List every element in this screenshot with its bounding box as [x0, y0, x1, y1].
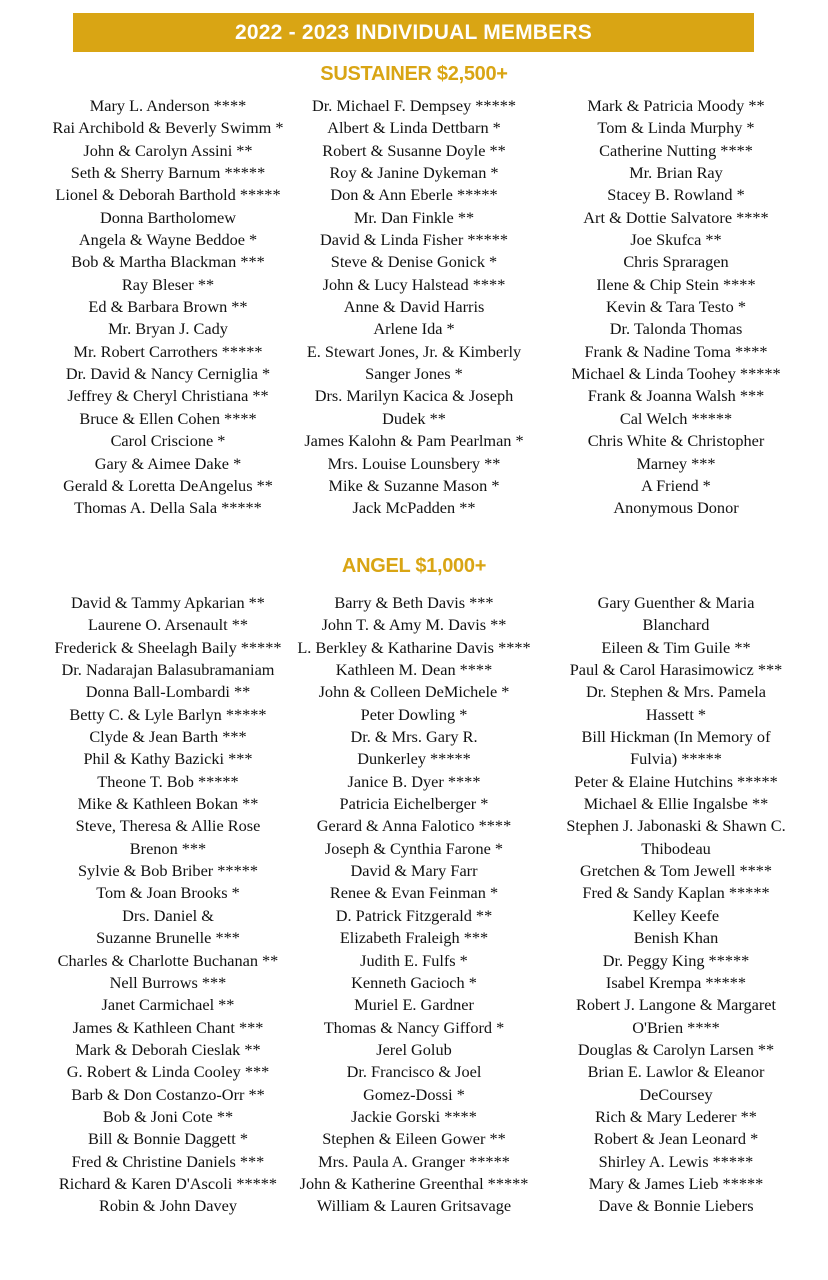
member-name: Dr. David & Nancy Cerniglia *: [65, 364, 271, 384]
member-name: Clyde & Jean Barth ***: [89, 727, 247, 747]
member-name: Lionel & Deborah Barthold *****: [55, 185, 281, 205]
member-name: Frank & Nadine Toma ****: [584, 341, 768, 361]
member-name: Arlene Ida *: [373, 319, 455, 339]
member-name: Dr. Nadarajan Balasubramaniam: [61, 660, 275, 680]
member-name: John & Lucy Halstead ****: [322, 274, 506, 294]
member-name: John T. & Amy M. Davis **: [321, 615, 507, 635]
member-name: Mary L. Anderson ****: [89, 96, 247, 115]
member-name: Ray Bleser **: [121, 274, 215, 294]
member-name: Joe Skufca **: [630, 230, 722, 250]
member-name: Mr. Dan Finkle **: [353, 207, 475, 227]
member-name: Cal Welch *****: [619, 408, 733, 428]
member-name: Brenon ***: [129, 838, 207, 858]
member-name: Mr. Brian Ray: [629, 163, 723, 183]
member-name: Isabel Krempa *****: [605, 972, 747, 992]
member-name: Stephen J. Jabonaski & Shawn C.: [566, 816, 786, 836]
member-name: Ed & Barbara Brown **: [88, 297, 248, 317]
member-name: Drs. Daniel &: [122, 905, 214, 925]
member-name: Mike & Kathleen Bokan **: [77, 794, 259, 814]
member-name: David & Linda Fisher *****: [319, 230, 509, 250]
member-name: James Kalohn & Pam Pearlman *: [304, 431, 524, 451]
member-name: Albert & Linda Dettbarn *: [327, 118, 501, 138]
member-name: Chris White & Christopher: [587, 431, 765, 451]
member-name: Steve, Theresa & Allie Rose: [75, 816, 261, 836]
member-name: Robert J. Langone & Margaret: [576, 995, 776, 1015]
member-name: Carol Criscione *: [110, 431, 226, 451]
member-name: Robert & Susanne Doyle **: [322, 140, 506, 160]
member-name: Mary & James Lieb *****: [588, 1173, 764, 1193]
header-banner: [73, 13, 754, 52]
member-name: Dr. Francisco & Joel: [346, 1062, 482, 1082]
member-name: Fred & Christine Daniels ***: [71, 1151, 265, 1171]
member-name: Donna Ball-Lombardi **: [85, 682, 251, 702]
member-name: Rich & Mary Lederer **: [595, 1106, 757, 1126]
member-name: Mr. Bryan J. Cady: [108, 319, 228, 339]
member-name: Catherine Nutting ****: [599, 140, 753, 160]
member-name: Suzanne Brunelle ***: [96, 928, 240, 948]
member-name: A Friend *: [641, 475, 711, 495]
member-name: Bruce & Ellen Cohen ****: [79, 408, 257, 428]
member-name: Angela & Wayne Beddoe *: [78, 230, 258, 250]
member-name: Gretchen & Tom Jewell ****: [579, 861, 773, 881]
member-name: Peter & Elaine Hutchins *****: [574, 771, 778, 791]
member-name: D. Patrick Fitzgerald **: [335, 905, 493, 925]
member-name: William & Lauren Gritsavage: [316, 1196, 512, 1216]
member-name: L. Berkley & Katharine Davis ****: [297, 637, 531, 657]
member-name: Gerard & Anna Falotico ****: [316, 816, 512, 836]
member-name: Tom & Linda Murphy *: [597, 118, 755, 138]
member-name: Charles & Charlotte Buchanan **: [57, 950, 279, 970]
member-name: Hassett *: [645, 704, 707, 724]
member-name: Bill & Bonnie Daggett *: [87, 1129, 249, 1149]
member-name: Gary & Aimee Dake *: [94, 453, 242, 473]
member-name: Dr. Peggy King *****: [602, 950, 750, 970]
member-name: Thomas & Nancy Gifford *: [323, 1017, 505, 1037]
member-name: Jeffrey & Cheryl Christiana **: [67, 386, 269, 406]
member-name: Jackie Gorski ****: [351, 1106, 477, 1126]
member-name: Judith E. Fulfs *: [360, 950, 468, 970]
member-name: Stephen & Eileen Gower **: [322, 1129, 506, 1149]
member-name: Elizabeth Fraleigh ***: [339, 928, 489, 948]
member-name: Thomas A. Della Sala *****: [74, 498, 262, 518]
member-name: Anonymous Donor: [613, 498, 739, 518]
member-name: Dudek **: [382, 408, 446, 428]
member-name: Janice B. Dyer ****: [347, 771, 481, 791]
member-name: Michael & Ellie Ingalsbe **: [583, 794, 769, 814]
member-name: Dr. & Mrs. Gary R.: [350, 727, 478, 747]
member-name: John & Katherine Greenthal *****: [299, 1173, 529, 1193]
member-name: Muriel E. Gardner: [354, 995, 474, 1015]
member-name: Bob & Joni Cote **: [102, 1106, 234, 1126]
member-name: Fred & Sandy Kaplan *****: [582, 883, 770, 903]
member-name: Frank & Joanna Walsh ***: [587, 386, 765, 406]
member-name: Shirley A. Lewis *****: [598, 1151, 754, 1171]
sustainer-section-title: SUSTAINER $2,500+: [320, 63, 508, 85]
member-name: Robin & John Davey: [99, 1196, 237, 1216]
sustainer-column-1: [30, 95, 306, 520]
member-name: Barry & Beth Davis ***: [334, 593, 494, 612]
member-name: Fulvia) *****: [630, 749, 722, 769]
member-name: James & Kathleen Chant ***: [72, 1017, 264, 1037]
member-name: Mark & Deborah Cieslak **: [75, 1039, 261, 1059]
member-name: Steve & Denise Gonick *: [330, 252, 498, 272]
member-name: Bob & Martha Blackman ***: [71, 252, 265, 272]
member-name: Mark & Patricia Moody **: [587, 96, 765, 115]
member-name: Rai Archibold & Beverly Swimm *: [52, 118, 284, 138]
member-name: Thibodeau: [641, 838, 711, 858]
member-name: Chris Spraragen: [623, 252, 729, 272]
member-name: Phil & Kathy Bazicki ***: [83, 749, 253, 769]
member-name: Dave & Bonnie Liebers: [598, 1196, 754, 1216]
angel-column-2: [283, 592, 545, 1218]
member-name: Stacey B. Rowland *: [607, 185, 745, 205]
member-name: Nell Burrows ***: [109, 972, 227, 992]
member-name: Marney ***: [636, 453, 716, 473]
member-name: Kathleen M. Dean ****: [335, 660, 493, 680]
member-name: Jerel Golub: [376, 1039, 452, 1059]
member-name: Kevin & Tara Testo *: [605, 297, 746, 317]
member-name: Dr. Stephen & Mrs. Pamela: [586, 682, 766, 702]
member-name: Betty C. & Lyle Barlyn *****: [69, 704, 267, 724]
angel-section-title: ANGEL $1,000+: [341, 555, 487, 577]
member-name: Drs. Marilyn Kacica & Joseph: [314, 386, 514, 406]
member-name: Dr. Talonda Thomas: [609, 319, 743, 339]
member-name: Robert & Jean Leonard *: [593, 1129, 759, 1149]
member-name: Seth & Sherry Barnum *****: [70, 163, 266, 183]
member-name: Donna Bartholomew: [99, 207, 237, 227]
member-name: Richard & Karen D'Ascoli *****: [58, 1173, 278, 1193]
member-name: Frederick & Sheelagh Baily *****: [54, 637, 282, 657]
member-name: Laurene O. Arsenault **: [87, 615, 249, 635]
member-name: Mrs. Louise Lounsbery **: [327, 453, 501, 473]
page-title: 2022 - 2023 INDIVIDUAL MEMBERS: [235, 20, 592, 44]
member-name: Don & Ann Eberle *****: [330, 185, 498, 205]
member-name: David & Tammy Apkarian **: [71, 593, 265, 612]
member-name: Peter Dowling *: [360, 704, 468, 724]
member-name: G. Robert & Linda Cooley ***: [66, 1062, 270, 1082]
member-name: John & Colleen DeMichele *: [318, 682, 510, 702]
member-name: Michael & Linda Toohey *****: [571, 364, 781, 384]
member-name: Blanchard: [642, 615, 710, 635]
member-name: Mrs. Paula A. Granger *****: [318, 1151, 510, 1171]
member-name: Kelley Keefe: [632, 905, 720, 925]
member-name: Paul & Carol Harasimowicz ***: [569, 660, 783, 680]
member-name: DeCoursey: [639, 1084, 713, 1104]
member-name: Roy & Janine Dykeman *: [329, 163, 499, 183]
member-name: Gomez-Dossi *: [363, 1084, 465, 1104]
member-name: Eileen & Tim Guile **: [601, 637, 751, 657]
member-name: Sanger Jones *: [365, 364, 463, 384]
member-name: Dunkerley *****: [357, 749, 471, 769]
member-name: Brian E. Lawlor & Eleanor: [587, 1062, 765, 1082]
member-name: Art & Dottie Salvatore ****: [583, 207, 769, 227]
member-name: Renee & Evan Feinman *: [329, 883, 499, 903]
member-name: Kenneth Gacioch *: [351, 972, 477, 992]
sustainer-column-3: [545, 95, 807, 520]
sustainer-column-2: [283, 95, 545, 520]
member-name: Douglas & Carolyn Larsen **: [577, 1039, 775, 1059]
member-name: Janet Carmichael **: [101, 995, 235, 1015]
member-name: Bill Hickman (In Memory of: [581, 727, 771, 747]
member-name: Jack McPadden **: [352, 498, 476, 518]
member-name: Barb & Don Costanzo-Orr **: [71, 1084, 265, 1104]
member-name: Gerald & Loretta DeAngelus **: [63, 475, 273, 495]
member-name: Gary Guenther & Maria: [597, 593, 755, 612]
member-name: David & Mary Farr: [350, 861, 478, 881]
member-name: Benish Khan: [633, 928, 719, 948]
member-name: Dr. Michael F. Dempsey *****: [312, 96, 516, 115]
angel-column-3: [545, 592, 807, 1218]
member-name: Sylvie & Bob Briber *****: [78, 861, 258, 881]
member-name: Joseph & Cynthia Farone *: [324, 838, 504, 858]
member-name: Tom & Joan Brooks *: [96, 883, 240, 903]
member-name: John & Carolyn Assini **: [83, 140, 253, 160]
member-name: Patricia Eichelberger *: [339, 794, 489, 814]
member-name: Anne & David Harris: [343, 297, 485, 317]
member-name: Ilene & Chip Stein ****: [596, 274, 756, 294]
angel-column-1: [30, 592, 306, 1218]
member-name: Theone T. Bob *****: [97, 771, 239, 791]
member-name: Mr. Robert Carrothers *****: [73, 341, 263, 361]
member-name: Mike & Suzanne Mason *: [328, 475, 500, 495]
member-name: O'Brien ****: [632, 1017, 720, 1037]
member-name: E. Stewart Jones, Jr. & Kimberly: [306, 341, 522, 361]
